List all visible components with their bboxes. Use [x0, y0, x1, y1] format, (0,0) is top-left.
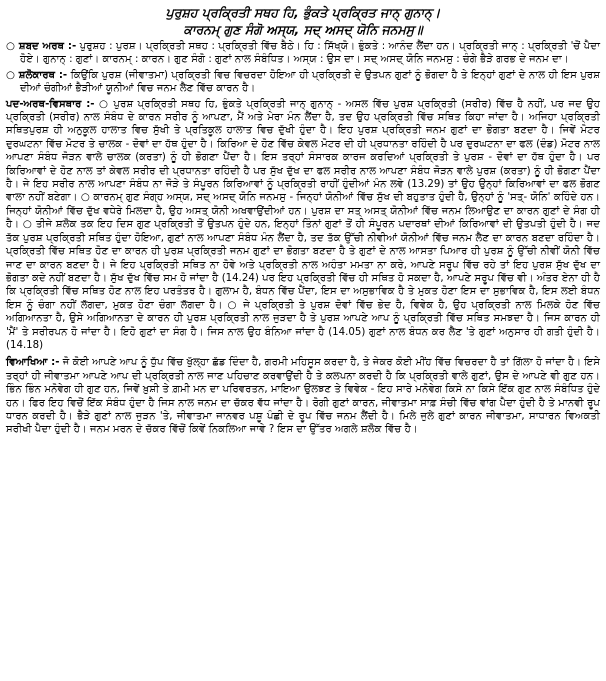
pad-arth-heading: ਪਦ-ਅਰਥ-ਵਿਸਥਾਰ :-	[6, 98, 95, 110]
verse-line-1: ਪੁਰੁਸ਼ਹ ਪ੍ਰਕ੍ਰਿਤੀ ਸਥਹ ਹਿ, ਭੁੰਕਤੇ ਪ੍ਰਕ੍ਰਿਤ ਜਾਨ੍ ਗੁਨਾਨ੍।	[165, 5, 441, 20]
shabad-arth-paragraph	[6, 40, 600, 67]
shlokarth-paragraph	[6, 69, 600, 96]
shabad-arth-heading: ○ ਸ਼ਬਦ ਅਰਥ :-	[6, 41, 77, 52]
vyakhya-paragraph	[6, 356, 600, 436]
shlokarth-heading: ○ ਸ਼ਲੋਕਾਰਥ :-	[6, 69, 68, 81]
pad-arth-paragraph	[6, 98, 600, 353]
shabad-arth-text: ਪੁਰੁਸ਼ਹ : ਪੁਰਸ਼। ਪ੍ਰਕ੍ਰਿਤੀ ਸਥਹ : ਪ੍ਰਕ੍ਰਿਤੀ ਵਿੱਚ ਬੈਠੇ। ਹਿ : ਸਿੱਖ੍ਯੋ। ਭੁੰਕਤੇ : ਆਨੰਦ ਲੈਂਦਾ ਹਨ। ਪ੍ਰਕ੍ਰਿਤੀ ਜਾਨ੍ : ਪ੍ਰਕ੍ਰਿਤੀ 'ਚੋਂ ਪੈਦਾ ਹੋਏ। ਗੁਨਾਨ੍ : ਗੁਣਾਂ। ਕਾਰਨਮ੍ : ਕਾਰਨ। ਗੁਣ ਸੰਗੋ : ਗੁਣਾਂ ਨਾਲ ਸੰਬੰਧਿਤ। ਅਸ੍ਯ : ਉਸ ਦਾ। ਸਦ੍ ਅਸਦ੍ ਯੋਨਿ ਜਨਮਸੁ : ਚੰਗੇ ਭੈੜੇ ਗਰਭ ਦੇ ਜਨਮ ਦਾ।	[20, 41, 600, 66]
vyakhya-text: ਜੋ ਕੋਈ ਆਪਣੇ ਆਪ ਨੂੰ ਧੁੱਪ ਵਿੱਚ ਖੁੱਲ੍ਹਾ ਛੱਡ ਦਿੰਦਾ ਹੈ, ਗਰਮੀ ਮਹਿਸੂਸ ਕਰਦਾ ਹੈ, ਤੇ ਜੇਕਰ ਕੋਈ ਮੀਂਹ ਵਿੱਚ ਵਿਚਰਦਾ ਹੈ ਤਾਂ ਗਿੱਲਾ ਹੋ ਜਾਂਦਾ ਹੈ। ਇਸੇ ਤਰ੍ਹਾਂ ਹੀ ਜੀਵਾਤਮਾ ਆਪਣੇ ਆਪ ਦੀ ਪ੍ਰਕ੍ਰਿਤੀ ਨਾਲ ਜਾਣ ਪਹਿਚਾਣ ਕਰਵਾਉਂਦੀ ਹੈ ਤੇ ਕਲਪਨਾ ਕਰਦੀ ਹੈ ਕਿ ਪ੍ਰਕ੍ਰਿਤੀ ਵਾਲੇ ਗੁਣਾਂ, ਉਸ ਦੇ ਆਪਣੇ ਵੀ ਗੁਣ ਹਨ। ਭਿੰਨ ਭਿੰਨ ਮਨੋਵੇਗ ਹੀ ਗੁਣ ਹਨ, ਜਿਵੇਂ ਖ਼ੁਸ਼ੀ ਤੇ ਗ਼ਮੀ ਮਨ ਦਾ ਪਰਿਵਰਤਨ, ਮਾਇਆ ਉਲਝਣ ਤੇ ਵਿਵੇਕ - ਇਹ ਸਾਰੇ ਮਨੋਵੇਗ ਕਿਸੇ ਨਾ ਕਿਸੇ ਇੱਕ ਗੁਣ ਨਾਲ ਸੰਬੰਧਿਤ ਹੁੰਦੇ ਹਨ। ਫਿਰ ਇਹ ਵਿਚੋਂ ਇੱਕ ਸੰਬੰਧ ਹੁੰਦਾ ਹੈ ਜਿਸ ਨਾਲ ਜਨਮ ਦਾ ਚੱਕਰ ਵੱਧ ਜਾਂਦਾ ਹੈ। ਰੋਗੀ ਗੁਣਾਂ ਕਾਰਨ, ਜੀਵਾਤਮਾ ਸਾਫ਼ ਸੰਚੀ ਵਿੱਚ ਵਾਂਗ ਪੈਦਾ ਹੁੰਦੀ ਹੈ ਤੇ ਮਾਨਵੀ ਰੂਪ ਧਾਰਨ ਕਰਦੀ ਹੈ। ਭੈੜੇ ਗੁਣਾਂ ਨਾਲ ਜੁੜਨ 'ਤੇ, ਜੀਵਾਤਮਾ ਜਾਨਵਰ ਪਸ਼ੂ ਪੰਛੀ ਦੇ ਰੂਪ ਵਿੱਚ ਜਨਮ ਲੈਂਦੀ ਹੈ। ਮਿਲੇ ਜੁਲੇ ਗੁਣਾਂ ਕਾਰਨ ਜੀਵਾਤਮਾ, ਸਾਧਾਰਨ ਵਿਅਕਤੀ ਸਰੀਖੀ ਪੈਦਾ ਹੁੰਦੀ ਹੈ। ਜਨਮ ਮਰਨ ਦੇ ਚੱਕਰ ਵਿੱਚੋਂ ਕਿਵੇਂ ਨਿਕਲਿਆ ਜਾਵੇ ? ਇਸ ਦਾ ਉੱਤਰ ਅਗਲੇ ਸ਼ਲੋਕ ਵਿੱਚ ਹੈ।	[6, 357, 600, 436]
shlokarth-text: ਕਿਉਂਕਿ ਪੁਰਸ਼ (ਜੀਵਾਤਮਾ) ਪ੍ਰਕ੍ਰਿਤੀ ਵਿਚ ਵਿਚਰਦਾ ਹੋਇਆ ਹੀ ਪ੍ਰਕ੍ਰਿਤੀ ਦੇ ਉਤਪਨ ਗੁਣਾਂ ਨੂੰ ਭੋਗਦਾ ਹੈ ਤੇ ਇਨ੍ਹਾਂ ਗੁਣਾਂ ਦੇ ਨਾਲ ਹੀ ਇਸ ਪੁਰਸ਼ ਦੀਆਂ ਚੰਗੀਆਂ ਭੈੜੀਆਂ ਯੂਨੀਆਂ ਵਿਚ ਜਨਮ ਲੈਣ ਵਿੱਚ ਕਾਰਨ ਹੈ।	[20, 69, 600, 95]
verse-block	[6, 4, 600, 38]
vyakhya-heading: ਵਿਆਖਿਆ :-	[6, 357, 60, 369]
pad-arth-text: ○ ਪੁਰਸ਼ ਪ੍ਰਕ੍ਰਿਤੀ ਸਥਹ ਹਿ, ਭੁੰਕਤੇ ਪ੍ਰਕ੍ਰਿਤੀ ਜਾਨ੍ ਗੁਨਾਨ੍ - ਅਸਲ ਵਿੱਚ ਪੁਰਸ਼ ਪ੍ਰਕ੍ਰਿਤੀ (ਸਰੀਰ) ਵਿੱਚ ਹੈ ਨਹੀਂ, ਪਰ ਜਦ ਉਹ ਪ੍ਰਕ੍ਰਿਤੀ (ਸਰੀਰ) ਨਾਲ ਸੰਬੰਧ ਦੇ ਕਾਰਨ ਸਰੀਰ ਨੂੰ ਆਪਣਾ, ਮੈਂ ਅਤੇ ਮੇਰਾ ਮੰਨ ਲੈਂਦਾ ਹੈ, ਤਦ ਉਹ ਪ੍ਰਕ੍ਰਿਤੀ ਵਿੱਚ ਸਥਿਤ ਕਿਹਾ ਜਾਂਦਾ ਹੈ। ਅਜਿਹਾ ਪ੍ਰਕ੍ਰਿਤੀ ਸਥਿਤਪੁਰਸ਼ ਹੀ ਅਨੁਕੂਲ ਹਾਲਾਤ ਵਿਚ ਸੁੱਖੀ ਤੇ ਪ੍ਰਤਿਕੂਲ ਹਾਲਾਤ ਵਿਚ ਦੁੱਖੀ ਹੁੰਦਾ ਹੈ। ਇਹ ਪੁਰਸ਼ ਪ੍ਰਕ੍ਰਿਤੀ ਜਨਮ ਗੁਣਾਂ ਦਾ ਭੋਗਤਾ ਬਣਦਾ ਹੈ। ਜਿਵੇਂ ਮੋਟਰ ਦੁਰਘਟਨਾ ਵਿੱਚ ਮੋਟਰ ਤੇ ਚਾਲਕ - ਦੋਵਾਂ ਦਾ ਹੱਥ ਹੁੰਦਾ ਹੈ। ਕਿਰਿਆ ਦੇ ਹੋਣ ਵਿੱਚ ਕੇਵਲ ਮੋਟਰ ਦੀ ਹੀ ਪ੍ਰਧਾਨਤਾ ਰਹਿੰਦੀ ਹੈ ਪਰ ਦੁਰਘਟਨਾ ਦਾ ਫਲ (ਦੰਡ) ਮੋਟਰ ਨਾਲ ਆਪਣਾ ਸੰਬੰਧ ਜੋੜਨ ਵਾਲੇ ਚਾਲਕ (ਕਰਤਾ) ਨੂੰ ਹੀ ਭੋਗਣਾ ਪੈਂਦਾ ਹੈ। ਇਸ ਤਰ੍ਹਾਂ ਸੰਸਾਰਕ ਕਾਰਜ ਕਰਦਿਆਂ ਪ੍ਰਕ੍ਰਿਤੀ ਤੇ ਪੁਰਸ਼ - ਦੋਵਾਂ ਦਾ ਹੱਥ ਹੁੰਦਾ ਹੈ। ਪਰ ਕਿਰਿਆਵਾਂ ਦੇ ਹੋਣ ਨਾਲ ਤਾਂ ਕੇਵਲ ਸਰੀਰ ਦੀ ਪ੍ਰਧਾਨਤਾ ਰਹਿੰਦੀ ਹੈ ਪਰ ਸੁੱਖ ਦੁੱਖ ਦਾ ਫਲ ਸਰੀਰ ਨਾਲ ਆਪਣਾ ਸੰਬੰਧ ਜੋੜਨ ਵਾਲੇ ਪੁਰਸ਼ (ਕਰਤਾ) ਨੂੰ ਹੀ ਭੋਗਣਾ ਪੈਂਦਾ ਹੈ। ਜੇ ਇਹ ਸਰੀਰ ਨਾਲ ਆਪਣਾ ਸੰਬੰਧ ਨਾ ਜੋੜੇ ਤੇ ਸੰਪੂਰਨ ਕਿਰਿਆਵਾਂ ਨੂੰ ਪ੍ਰਕ੍ਰਿਤੀ ਰਾਹੀਂ ਹੁੰਦੀਆਂ ਮੰਨ ਲਵੇ (13.29) ਤਾਂ ਉਹ ਉਨ੍ਹਾਂ ਕਿਰਿਆਵਾਂ ਦਾ ਫਲ ਭੋਗਣ ਵਾਲਾ ਨਹੀਂ ਬਣੇਗਾ। ○ ਕਾਰਨਮ੍ ਗੁਣ ਸੰਗ੍ਹ ਅਸ੍ਯ, ਸਦ੍ ਅਸਦ੍ ਯੋਨਿ ਜਨਮਸੁ - ਜਿਨ੍ਹਾਂ ਯੋਨੀਆਂ ਵਿੱਚ ਸੁੱਖ ਦੀ ਬਹੁਤਾਤ ਹੁੰਦੀ ਹੈ, ਉਨ੍ਹਾਂ ਨੂੰ 'ਸਤ੍- ਯੋਨਿ' ਕਹਿੰਦੇ ਹਨ। ਜਿਨ੍ਹਾਂ ਯੋਨੀਆਂ ਵਿੱਚ ਦੁੱਖ ਵਧੇਰੇ ਮਿਲਦਾ ਹੈ, ਉਹ ਅਸਤ੍ ਯੋਨੀ ਅਖਵਾਉਂਦੀਆਂ ਹਨ। ਪੁਰਸ਼ ਦਾ ਸਤ੍ ਅਸਤ੍ ਯੋਨੀਆਂ ਵਿੱਚ ਜਨਮ ਲਿਆਉਣ ਦਾ ਕਾਰਨ ਗੁਣਾਂ ਦੇ ਸੰਗ ਹੀ ਹੈ। ○ ਤੀਜੇ ਸ਼ਲੋਕ ਤਕ ਇਹ ਦਿਸ ਗੁਣ ਪ੍ਰਕ੍ਰਿਤੀ ਤੋਂ ਉਤਪਨ ਹੁੰਦੇ ਹਨ, ਇਨ੍ਹਾਂ ਤਿੰਨਾਂ ਗੁਣਾਂ ਤੋਂ ਹੀ ਸੰਪੂਰਨ ਪਦਾਰਥਾਂ ਦੀਆਂ ਕਿਰਿਆਵਾਂ ਦੀ ਉਤਪਤੀ ਹੁੰਦੀ ਹੈ। ਜਦ ਤੱਕ ਪੁਰਸ਼ ਪ੍ਰਕ੍ਰਿਤੀ ਸਥਿਤ ਹੁੰਦਾ ਹੋਇਆ, ਗੁਣਾਂ ਨਾਲ ਆਪਣਾ ਸੰਬੰਧ ਮੰਨ ਲੈਂਦਾ ਹੈ, ਤਦ ਤੱਕ ਉੱਚੀ ਨੀਵੀਆਂ ਯੋਨੀਆਂ ਵਿੱਚ ਜਨਮ ਲੈਣ ਦਾ ਕਾਰਨ ਬਣਦਾ ਰਹਿੰਦਾ ਹੈ। ਪ੍ਰਕ੍ਰਿਤੀ ਵਿੱਚ ਸਥਿਤ ਹੋਣ ਦਾ ਕਾਰਨ ਹੀ ਪੁਰਸ਼ ਪ੍ਰਕ੍ਰਿਤੀ ਜਨਮ ਗੁਣਾਂ ਦਾ ਭੋਗਤਾ ਬਣਦਾ ਹੈ ਤੇ ਗੁਣਾਂ ਦੇ ਨਾਲ ਆਸਤਾ ਪਿਆਰ ਹੀ ਪੁਰਸ਼ ਨੂੰ ਉੱਚੀ ਨੀਵੀਂ ਯੋਨੀ ਵਿੱਚ ਜਾਣ ਦਾ ਕਾਰਨ ਬਣਦਾ ਹੈ। ਜੇ ਇਹ ਪ੍ਰਕ੍ਰਿਤੀ ਸਥਿਤ ਨਾ ਹੋਵੇ ਅਤੇ ਪ੍ਰਕ੍ਰਿਤੀ ਨਾਲ ਅਹੰਤਾ ਮਮਤਾ ਨਾ ਕਰੇ, ਆਪਣੇ ਸਰੂਪ ਵਿੱਚ ਰਹੇ ਤਾਂ ਇਹ ਪੁਰਸ਼ ਸੁੱਖ ਦੁੱਖ ਦਾ ਭੋਗਤਾ ਕਦੇ ਨਹੀਂ ਬਣਦਾ ਹੈ। ਸੁੱਖ ਦੁੱਖ ਵਿੱਚ ਸਮ ਹੋ ਜਾਂਦਾ ਹੈ (14.24) ਪਰ ਇਹ ਪ੍ਰਕ੍ਰਿਤੀ ਵਿੱਚ ਹੀ ਸਥਿਤ ਹੋ ਸਕਦਾ ਹੈ, ਆਪਣੇ ਸਰੂਪ ਵਿੱਚ ਵੀ। ਅੰਤਰ ਏਨਾ ਹੀ ਹੈ ਕਿ ਪ੍ਰਕ੍ਰਿਤੀ ਵਿੱਚ ਸਥਿਤ ਹੋਣ ਨਾਲ ਇਹ ਪਰਤੰਤਰ ਹੈ। ਗੁਲਾਮ ਹੈ, ਬੰਧਨ ਵਿੱਚ ਪੈਂਦਾ, ਇਸ ਦਾ ਅਸੁਭਾਵਿਕ ਹੈ ਤੇ ਮੁਕਤ ਹੋਣਾ ਇਸ ਦਾ ਸੁਭਾਵਿਕ ਹੈ, ਇਸ ਲਈ ਬੰਧਨ ਇਸ ਨੂੰ ਚੰਗਾ ਨਹੀਂ ਲੱਗਦਾ, ਮੁਕਤ ਹੋਣਾ ਚੰਗਾ ਲੱਗਦਾ ਹੈ। ○ ਜੇ ਪ੍ਰਕ੍ਰਿਤੀ ਤੇ ਪੁਰਸ਼ ਦੋਵਾਂ ਵਿੱਚ ਭੇਦ ਹੈ, ਵਿਵੇਕ ਹੈ, ਉਹ ਪ੍ਰਕ੍ਰਿਤੀ ਨਾਲ ਮਿਲਕੇ ਹੋਣ ਵਿੱਚ ਅਗਿਆਨਤਾ ਹੈ, ਉਸੇ ਅਗਿਆਨਤਾ ਦੇ ਕਾਰਨ ਹੀ ਪੁਰਸ਼ ਪ੍ਰਕ੍ਰਿਤੀ ਨਾਲ ਜੁੜਦਾ ਹੈ ਤੇ ਪੁਰਸ਼ ਆਪਣੇ ਆਪ ਨੂੰ ਪ੍ਰਕ੍ਰਿਤੀ ਵਿੱਚ ਸਥਿਤ ਸਮਝਦਾ ਹੈ। ਜਿਸ ਕਾਰਨ ਹੀ 'ਮੈਂ' ਤੇ ਸਰੀਰਪਨ ਹੋ ਜਾਂਦਾ ਹੈ। ਇਹੋ ਗੁਣਾਂ ਦਾ ਸੰਗ ਹੈ। ਜਿਸ ਨਾਲ ਉਹ ਬੰਨਿਆ ਜਾਂਦਾ ਹੈ (14.05) ਗੁਣਾਂ ਨਾਲ ਬੰਧਨ ਕਰ ਲੈਣ 'ਤੇ ਗੁਣਾਂ ਅਨੁਸਾਰ ਹੀ ਗਤੀ ਹੁੰਦੀ ਹੈ। (14.18)	[6, 98, 600, 351]
verse-line-2: ਕਾਰਨਮ੍ ਗੁਣ ਸੰਗੋ ਅਸ੍ਯ, ਸਦ੍ ਅਸਦ੍ ਯੋਨਿ ਜਨਮਸੁ॥	[183, 22, 423, 37]
